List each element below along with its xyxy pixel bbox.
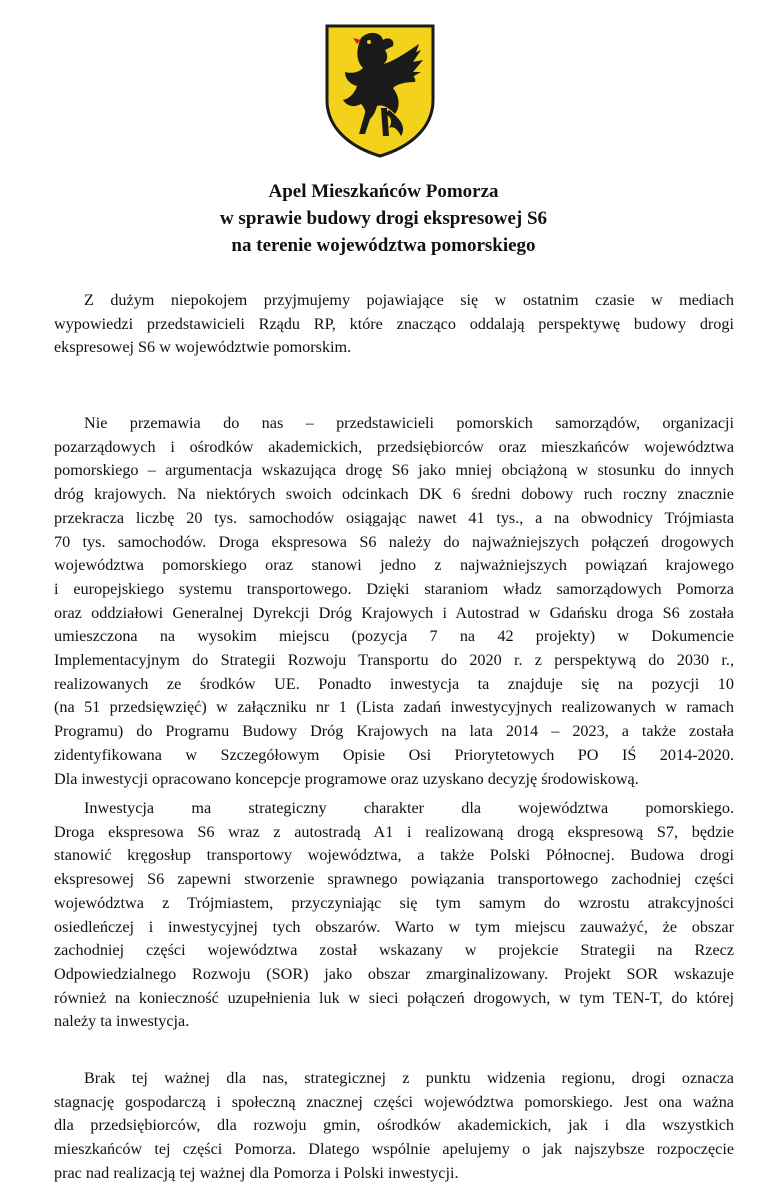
paragraph-line: dróg krajowych. Na niektórych swoich odcinkach DK 6 średni dobowy ruch roczny znacznie: [54, 485, 734, 504]
paragraph-line: prac nad realizacją tej ważnej dla Pomorza i Polski inwestycji.: [54, 1163, 459, 1182]
paragraph-line: Programu) do Programu Budowy Dróg Krajowych na lata 2014 – 2023, a także została: [54, 722, 734, 741]
paragraph-1: [54, 289, 734, 360]
title-line-1: Apel Mieszkańców Pomorza: [268, 181, 499, 202]
paragraph-line: stanowić kręgosłup transportowy województwa, a także Polski Północnej. Budowa drogi: [54, 846, 734, 865]
paragraph-line: realizowanych ze środków UE. Ponadto inwestycja ta znajduje się na pozycji 10: [54, 674, 734, 693]
paragraph-3: [54, 797, 734, 1034]
paragraph-line: pomorskiego – argumentacja wskazująca drogę S6 jako mniej obciążoną w stosunku do innych: [54, 461, 734, 480]
paragraph-line: Odpowiedzialnego Rozwoju (SOR) jako obszar zmarginalizowany. Projekt SOR wskazuje: [54, 964, 734, 983]
title-line-2: w sprawie budowy drogi ekspresowej S6: [219, 208, 548, 229]
paragraph-line: wypowiedzi przedstawicieli Rządu RP, które znacząco oddalają perspektywę budowy drogi: [54, 314, 734, 333]
paragraph-line: Brak tej ważnej dla nas, strategicznej z punktu widzenia regionu, drogi oznacza: [84, 1069, 734, 1087]
paragraph-line: 70 tys. samochodów. Droga ekspresowa S6 należy do najważniejszych połączeń drogowych: [54, 532, 734, 551]
paragraph-line: osiedleńczej i inwestycyjnej tych obszarów. Warto w tym miejscu zauważyć, że obszar: [54, 917, 734, 936]
griffin-coat-of-arms-icon: [323, 22, 437, 160]
title-line-3: na terenie województwa pomorskiego: [231, 235, 536, 256]
paragraph-line: ekspresowej S6 zapewni stworzenie sprawnego powiązania transportowego zachodniej części: [54, 870, 734, 889]
paragraph-line: dla przedsiębiorców, dla rozwoju gmin, ośrodków akademickich, jak i dla wszystkich: [54, 1116, 734, 1135]
paragraph-line: umieszczona na wysokim miejscu (pozycja 7 na 42 projekty) w Dokumencie: [54, 627, 734, 646]
document-title: [0, 178, 767, 259]
paragraph-line: Droga ekspresowa S6 wraz z autostradą A1 i realizowaną drogą ekspresową S7, będzie: [54, 822, 734, 841]
paragraph-line: przekracza liczbę 20 tys. samochodów osiągając nawet 41 tys., a na obwodnicy Trójmiasta: [54, 508, 734, 527]
paragraph-line: Dla inwestycji opracowano koncepcje programowe oraz uzyskano decyzję środowiskową.: [54, 769, 639, 788]
paragraph-line: oraz oddziałowi Generalnej Dyrekcji Dróg Krajowych i Autostrad w Gdańsku droga S6 została: [54, 603, 734, 622]
paragraph-line: pozarządowych i ośrodków akademickich, przedsiębiorców oraz mieszkańców województwa: [54, 437, 734, 456]
paragraph-line: stagnację gospodarczą i społeczną znacznej części województwa pomorskiego. Jest ona ważna: [54, 1092, 734, 1111]
paragraph-line: województwa pomorskiego oraz stanowi jedno z najważniejszych powiązań krajowego: [54, 556, 734, 575]
paragraph-line: (na 51 przedsięwzięć) w załączniku nr 1 (Lista zadań inwestycyjnych realizowanych w ramach: [54, 698, 734, 717]
paragraph-2: [54, 412, 734, 791]
paragraph-line: zidentyfikowana w Szczegółowym Opisie Osi Priorytetowych PO IŚ 2014-2020.: [54, 745, 734, 764]
paragraph-line: zachodniej części województwa został wskazany w projekcie Strategii na Rzecz: [54, 941, 734, 960]
paragraph-line: i europejskiego systemu transportowego. Dzięki staraniom władz samorządowych Pomorza: [54, 579, 734, 598]
paragraph-4: [54, 1067, 734, 1186]
paragraph-line: należy ta inwestycja.: [54, 1012, 190, 1031]
paragraph-line: Nie przemawia do nas – przedstawicieli pomorskich samorządów, organizacji: [84, 414, 734, 432]
paragraph-line: również na konieczność uzupełnienia luk w sieci połączeń drogowych, w tym TEN-T, do której: [54, 988, 734, 1007]
paragraph-line: Implementacyjnym do Strategii Rozwoju Transportu do 2020 r. z perspektywą do 2030 r.,: [54, 651, 734, 670]
paragraph-line: Z dużym niepokojem przyjmujemy pojawiające się w ostatnim czasie w mediach: [84, 291, 734, 309]
paragraph-line: ekspresowej S6 w województwie pomorskim.: [54, 338, 352, 357]
paragraph-line: Inwestycja ma strategiczny charakter dla województwa pomorskiego.: [84, 799, 734, 817]
paragraph-line: mieszkańców tej części Pomorza. Dlatego wspólnie apelujemy o jak najszybsze rozpoczęcie: [54, 1140, 734, 1159]
paragraph-line: województwa z Trójmiastem, przyczyniając się tym samym do wzrostu atrakcyjności: [54, 893, 734, 912]
